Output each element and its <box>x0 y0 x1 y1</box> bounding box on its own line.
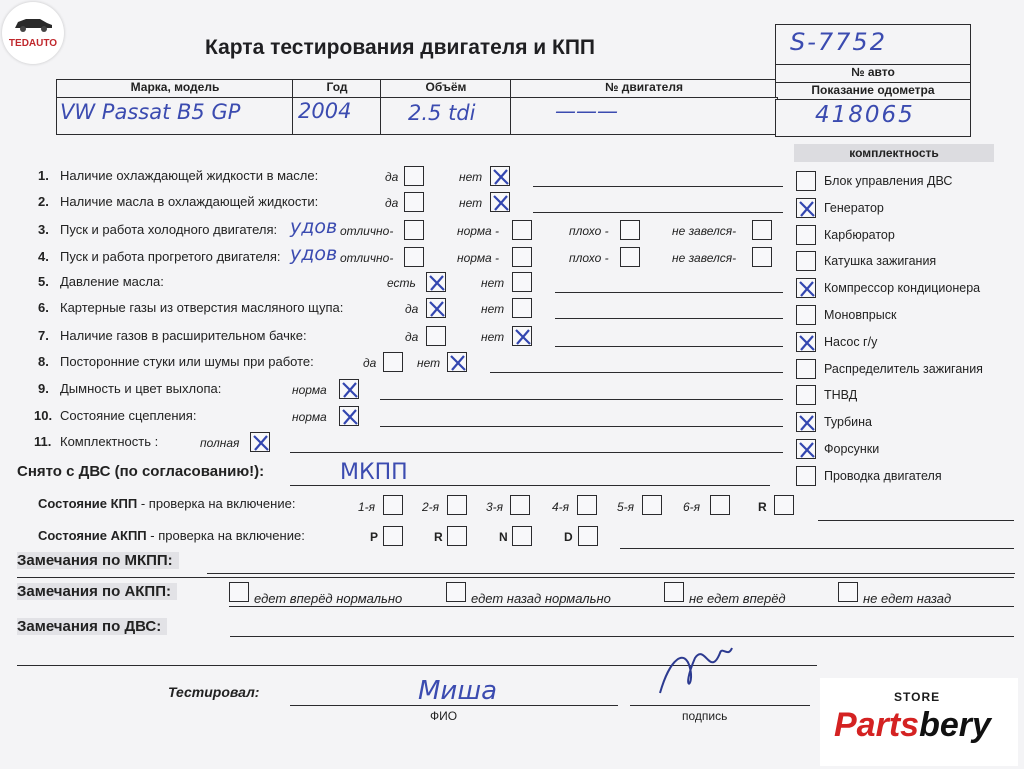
option-checkbox[interactable] <box>339 406 359 426</box>
gear-label: R <box>758 500 767 514</box>
komplekt-item-label: Форсунки <box>824 442 880 456</box>
tester-line <box>290 705 618 706</box>
row-number: 7. <box>38 328 49 343</box>
komplekt-checkbox[interactable] <box>796 305 816 325</box>
check-mark-icon <box>427 273 447 293</box>
row-line <box>380 399 783 400</box>
row-label: Комплектность : <box>60 434 159 449</box>
option-checkbox[interactable] <box>447 352 467 372</box>
row-number: 4. <box>38 249 49 264</box>
tested-label: Тестировал: <box>168 684 260 700</box>
option-label: есть <box>387 276 416 290</box>
volume-header: Объём <box>380 79 512 98</box>
option-checkbox[interactable] <box>512 272 532 292</box>
option-checkbox[interactable] <box>404 166 424 186</box>
option-label: да <box>385 170 399 184</box>
option-label: норма <box>292 410 327 424</box>
option-label: нет <box>459 196 483 210</box>
option-label: норма <box>292 383 327 397</box>
komplekt-item-label: Турбина <box>824 415 872 430</box>
row-number: 2. <box>38 194 49 209</box>
row-label: Посторонние стуки или шумы при работе: <box>60 354 314 369</box>
komplekt-checkbox[interactable] <box>796 359 816 379</box>
check-mark-icon <box>797 440 817 460</box>
partsbery-logo <box>820 678 1018 766</box>
option-checkbox[interactable] <box>426 298 446 318</box>
kpp-label: Состояние КПП - проверка на включение: <box>38 496 296 511</box>
odometer-header: Показание одометра <box>775 82 971 101</box>
option-label: плохо - <box>569 224 609 238</box>
gear-checkbox[interactable] <box>577 495 597 515</box>
row-label: Дымность и цвет выхлопа: <box>60 381 222 396</box>
komplekt-item-label: Насос г/у <box>824 334 878 349</box>
gear-label: 1-я <box>358 500 376 514</box>
fio-caption: ФИО <box>430 709 458 723</box>
check-mark-icon <box>797 333 817 353</box>
gear-checkbox[interactable] <box>383 495 403 515</box>
row-label: Картерные газы из отверстия масляного щупа: <box>60 300 344 315</box>
row-label: Давление масла: <box>60 274 164 289</box>
notes-mkpp-label: Замечания по МКПП: <box>17 552 179 569</box>
removed-label: Снято с ДВС (по согласованию!): <box>17 463 265 480</box>
kpp-line <box>818 520 1014 521</box>
tester-signature-name: Миша <box>418 676 498 706</box>
akpp-note-label: едет назад нормально <box>471 591 611 606</box>
akpp-note-label: не едет назад <box>863 591 952 606</box>
notes-mkpp-line-2 <box>17 577 1014 578</box>
row-number: 3. <box>38 222 49 237</box>
engine-number-value: ——— <box>555 99 618 123</box>
option-label: да <box>405 330 419 344</box>
komplekt-item-label: Генератор <box>824 200 884 215</box>
check-mark-icon <box>491 193 511 213</box>
option-checkbox[interactable] <box>512 298 532 318</box>
komplekt-checkbox[interactable] <box>796 278 816 298</box>
option-label: нет <box>481 302 505 316</box>
brand-model-value: VW Passat B5 GP <box>60 100 241 124</box>
akpp-note-checkbox[interactable] <box>229 582 249 602</box>
engine-number-cell <box>510 97 778 135</box>
option-label: нет <box>481 330 505 344</box>
option-checkbox[interactable] <box>512 247 532 267</box>
komplekt-checkbox[interactable] <box>796 385 816 405</box>
gear-label: 5-я <box>617 500 635 514</box>
option-checkbox[interactable] <box>490 166 510 186</box>
row-label: Наличие масла в охлаждающей жидкости: <box>60 194 319 209</box>
check-mark-icon <box>251 433 271 453</box>
akpp-note-checkbox[interactable] <box>838 582 858 602</box>
tedauto-logo <box>2 2 64 64</box>
komplekt-checkbox[interactable] <box>796 251 816 271</box>
akpp-mode-label: P <box>370 530 379 544</box>
option-label: норма - <box>457 224 500 238</box>
signature-scribble <box>650 638 740 702</box>
notes-akpp-line <box>229 606 1014 607</box>
gear-checkbox[interactable] <box>710 495 730 515</box>
row-line <box>490 372 783 373</box>
akpp-mode-checkbox[interactable] <box>447 526 467 546</box>
option-label: плохо - <box>569 251 609 265</box>
komplekt-checkbox[interactable] <box>796 412 816 432</box>
row-label: Пуск и работа холодного двигателя: <box>60 222 278 237</box>
komplekt-checkbox[interactable] <box>796 466 816 486</box>
komplekt-item-label: ТНВД <box>824 388 858 403</box>
signature-line <box>630 705 810 706</box>
komplekt-item-label: Проводка двигателя <box>824 468 942 483</box>
check-mark-icon <box>513 327 533 347</box>
option-checkbox[interactable] <box>512 220 532 240</box>
gear-checkbox[interactable] <box>774 495 794 515</box>
volume-value: 2.5 tdi <box>408 101 476 125</box>
option-label: отлично- <box>340 224 394 238</box>
notes-mkpp-line <box>207 573 1015 574</box>
option-label: да <box>363 356 377 370</box>
page-title: Карта тестирования двигателя и КПП <box>205 36 596 59</box>
komplekt-item-label: Распределитель зажигания <box>824 361 983 376</box>
store-text: STORE <box>894 690 941 704</box>
check-mark-icon <box>448 353 468 373</box>
year-header: Год <box>292 79 382 98</box>
option-checkbox[interactable] <box>512 326 532 346</box>
akpp-note-checkbox[interactable] <box>664 582 684 602</box>
komplekt-item-label: Катушка зажигания <box>824 254 937 269</box>
option-label: нет <box>459 170 483 184</box>
notes-dvs-line <box>230 636 1014 637</box>
notes-dvs-label: Замечания по ДВС: <box>17 618 167 635</box>
option-checkbox[interactable] <box>620 247 640 267</box>
option-checkbox[interactable] <box>752 247 772 267</box>
row-line <box>555 346 783 347</box>
row-line <box>290 452 783 453</box>
row-number: 6. <box>38 300 49 315</box>
komplekt-item-label: Карбюратор <box>824 227 895 242</box>
option-label: нет <box>481 276 505 290</box>
removed-line <box>290 485 770 486</box>
year-value: 2004 <box>298 99 352 123</box>
stock-number: S-7752 <box>790 28 887 56</box>
option-label: не завелся- <box>672 251 737 265</box>
logo-text: TEDAUTO <box>8 38 58 49</box>
option-label: полная <box>200 436 240 450</box>
row-line <box>533 186 783 187</box>
option-checkbox[interactable] <box>404 192 424 212</box>
row-label: Наличие охлаждающей жидкости в масле: <box>60 168 319 183</box>
komplekt-checkbox[interactable] <box>796 225 816 245</box>
row-number: 5. <box>38 274 49 289</box>
akpp-note-checkbox[interactable] <box>446 582 466 602</box>
handwritten-rating: удов <box>290 243 338 265</box>
option-label: отлично- <box>340 251 394 265</box>
option-checkbox[interactable] <box>752 220 772 240</box>
gear-label: 6-я <box>683 500 701 514</box>
akpp-mode-checkbox[interactable] <box>578 526 598 546</box>
option-label: нет <box>417 356 441 370</box>
car-icon <box>12 16 54 32</box>
check-mark-icon <box>797 279 817 299</box>
option-label: да <box>405 302 419 316</box>
brand-text: Partsbery <box>834 706 991 744</box>
akpp-mode-checkbox[interactable] <box>512 526 532 546</box>
row-line <box>555 292 783 293</box>
option-checkbox[interactable] <box>490 192 510 212</box>
row-label: Состояние сцепления: <box>60 408 197 423</box>
option-checkbox[interactable] <box>383 352 403 372</box>
gear-checkbox[interactable] <box>447 495 467 515</box>
row-number: 8. <box>38 354 49 369</box>
gear-checkbox[interactable] <box>510 495 530 515</box>
row-line <box>533 212 783 213</box>
removed-value: МКПП <box>340 460 408 485</box>
engine-number-header: № двигателя <box>510 79 778 98</box>
option-checkbox[interactable] <box>426 326 446 346</box>
option-label: норма - <box>457 251 500 265</box>
gear-label: 3-я <box>486 500 504 514</box>
signature-caption: подпись <box>682 709 728 723</box>
akpp-mode-label: N <box>499 530 508 544</box>
option-checkbox[interactable] <box>620 220 640 240</box>
handwritten-rating: удов <box>290 216 338 238</box>
gear-checkbox[interactable] <box>642 495 662 515</box>
option-checkbox[interactable] <box>250 432 270 452</box>
komplekt-header: комплектность <box>794 144 994 162</box>
akpp-label: Состояние АКПП - проверка на включение: <box>38 528 305 543</box>
brand-model-header: Марка, модель <box>56 79 294 98</box>
option-checkbox[interactable] <box>404 220 424 240</box>
odometer-value: 418065 <box>815 102 915 128</box>
auto-number-header: № авто <box>775 64 971 83</box>
row-number: 11. <box>34 434 52 449</box>
option-checkbox[interactable] <box>426 272 446 292</box>
akpp-mode-label: R <box>434 530 443 544</box>
check-mark-icon <box>797 199 817 219</box>
row-line <box>555 318 783 319</box>
komplekt-item-label: Моновпрыск <box>824 308 897 322</box>
check-mark-icon <box>491 167 511 187</box>
row-number: 1. <box>38 168 49 183</box>
check-mark-icon <box>340 380 360 400</box>
check-mark-icon <box>797 413 817 433</box>
komplekt-item-label: Блок управления ДВС <box>824 174 953 188</box>
gear-label: 4-я <box>552 500 570 514</box>
notes-akpp-label: Замечания по АКПП: <box>17 583 177 600</box>
akpp-line <box>620 548 1014 549</box>
option-label: не завелся- <box>672 224 737 238</box>
option-checkbox[interactable] <box>404 247 424 267</box>
akpp-note-label: не едет вперёд <box>689 591 786 606</box>
row-label: Наличие газов в расширительном бачке: <box>60 328 307 343</box>
row-label: Пуск и работа прогретого двигателя: <box>60 249 281 264</box>
option-label: да <box>385 196 399 210</box>
akpp-mode-checkbox[interactable] <box>383 526 403 546</box>
row-number: 10. <box>34 408 53 423</box>
akpp-mode-label: D <box>564 530 573 544</box>
row-line <box>380 426 783 427</box>
komplekt-checkbox[interactable] <box>796 198 816 218</box>
komplekt-checkbox[interactable] <box>796 171 816 191</box>
akpp-note-label: едет вперёд нормально <box>254 591 403 606</box>
check-mark-icon <box>427 299 447 319</box>
row-number: 9. <box>38 381 49 396</box>
gear-label: 2-я <box>422 500 440 514</box>
option-checkbox[interactable] <box>339 379 359 399</box>
check-mark-icon <box>340 407 360 427</box>
komplekt-checkbox[interactable] <box>796 439 816 459</box>
komplekt-item-label: Компрессор кондиционера <box>824 281 981 296</box>
komplekt-checkbox[interactable] <box>796 332 816 352</box>
